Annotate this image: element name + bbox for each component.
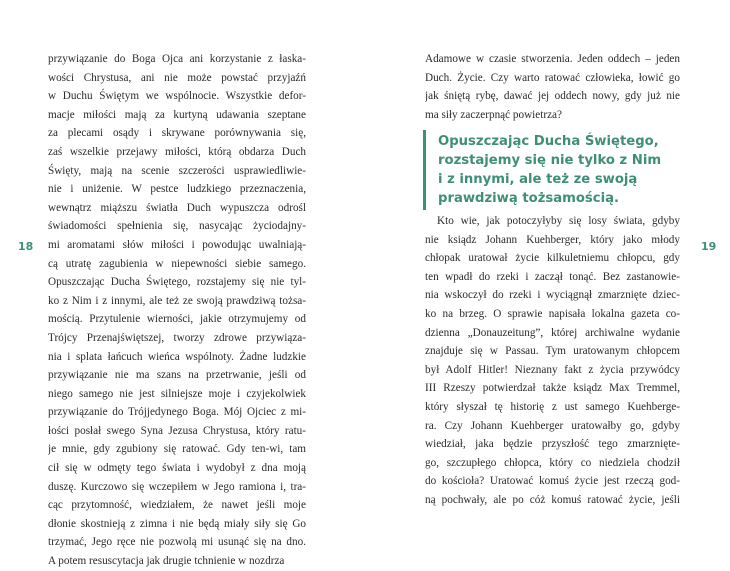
text-line: Duch. Życie. Czy warto ratować człowieka, łowić go <box>425 71 680 84</box>
left-page-text <box>48 50 306 571</box>
text-line: przywiązanie do Trójjedynego Boga. Mój Ojciec z mi- <box>48 406 306 419</box>
page-number-right: 19 <box>701 240 717 253</box>
text-line: ną pochwały, ale po cóż komuś ratować życie, jeśli <box>425 493 680 506</box>
text-line: był Adolf Hitler! Nieznany fakt z życia przywódcy <box>425 363 680 376</box>
text-line: do kościoła? Uratować komuś życie jest rzeczą god- <box>425 475 680 488</box>
text-line: Trójcy Przenajświętszej, tworzy zdrowe przywiąza- <box>48 331 306 344</box>
text-line: przywiązanie do Boga Ojca ani korzystanie z łaska- <box>48 53 306 65</box>
text-line: cąc przytomność, wiedziałem, że nawet jeśli moje <box>48 499 306 512</box>
text-line: ra. Czy Johann Kuehberger uratowałby go, gdyby <box>425 419 680 432</box>
text-line: ko na brzeg. O sprawie napisała lokalna gazeta co- <box>425 307 680 320</box>
text-line: jak śniętą rybę, dawać jej oddech nowy, gdy już nie <box>425 90 680 103</box>
text-line: Opuszczając Ducha Świętego, rozstajemy się nie tyl- <box>48 276 306 289</box>
pull-quote-line: Opuszczając Ducha Świętego, <box>438 134 659 149</box>
text-line: zaś wszelkie przejawy miłości, którą obdarza Duch <box>48 145 306 158</box>
text-line: III Rzeszy potwierdzał także ksiądz Max Tremmel, <box>425 382 680 395</box>
text-line: A potem resuscytacja jak drugie tchnienie w nozdrza <box>48 555 285 568</box>
pull-quote-line: prawdziwą tożsamością. <box>438 191 620 206</box>
text-line: je mnie, gdy zgubiony się ratować. Gdy ten-wi, tam <box>48 443 306 456</box>
text-line: za plecami osądy i skrywane porównywania się, <box>48 127 306 140</box>
text-line: Adamowe w czasie stworzenia. Jeden oddech – jeden <box>425 53 680 65</box>
text-line: mością. Przytulenie wierności, jakie otrzymujemy od <box>48 313 306 326</box>
text-line: trzymać, Jego ręce nie pozwolą mi usunąć się na dno. <box>48 536 306 549</box>
text-line: nie i uniżenie. W pestce ludzkiego przeznaczenia, <box>48 183 306 196</box>
page-number-left: 18 <box>18 240 34 253</box>
text-line: Święty, mają na scenie szczerości usprawiedliwie- <box>48 164 306 177</box>
left-page <box>0 0 365 568</box>
right-page-body-text <box>425 212 680 510</box>
text-line: dzienna „Donauzeitung”, której archiwalne wydanie <box>425 326 680 339</box>
text-line: świadomości spełnienia się, nasycając życiodajny- <box>48 220 306 233</box>
text-line: w Duchu Świętym we wspólnocie. Wszystkie defor- <box>48 90 306 103</box>
right-page-top-text <box>425 50 680 124</box>
text-line: niego samego nie jest silniejsze moje i czyjekolwiek <box>48 387 306 400</box>
pull-quote-line: i z innymi, ale też ze swoją <box>438 172 638 187</box>
text-line: wewnątrz miąższu światła Duch wypuszcza odrośl <box>48 201 306 214</box>
right-page <box>365 0 730 522</box>
text-line: łości posłał swego Syna Jezusa Chrystusa, który ratu- <box>48 424 306 437</box>
text-line: dłonie skostnieją z zimna i nie będą miały siły się Go <box>48 517 306 530</box>
text-line: go, szczupłego chłopca, który co niedziela chodził <box>425 456 680 469</box>
text-line: wości Chrystusa, ani nie może powstać przyjaźń <box>48 71 306 84</box>
text-line: wiedział, jaka będzie przyszłość tego zmarznięte- <box>425 438 680 451</box>
text-line: cą utratę zagubienia w niepewności siebie samego. <box>48 257 306 270</box>
text-line: znajduje się w Passau. Tym uratowanym chłopcem <box>425 345 680 358</box>
text-line: mi aromatami słów miłości i powodując uwalniają- <box>48 238 306 251</box>
text-line: duszę. Kurczowo się wczepiłem w Jego ramiona i, tra- <box>48 480 306 493</box>
text-line: ko z Nim i z innymi, ale też ze swoją prawdziwą tożsa- <box>48 294 306 307</box>
text-line: ten wpadł do rzeki i zaczął tonąć. Bez zastanowie- <box>425 270 680 283</box>
text-line: macje miłości mają za kurtyną udawania szeptane <box>48 108 306 121</box>
text-line: który słyszał tę historię z ust samego Kuehberge- <box>425 400 680 413</box>
pull-quote <box>423 130 682 210</box>
text-line: przywiązanie nie ma szans na przetrwanie, jeśli od <box>48 369 306 382</box>
text-line: nia i splata łańcuch wieńca wspólnoty. Żadne ludzkie <box>48 350 306 363</box>
text-line: Kto wie, jak potoczyłyby się losy świata, gdyby <box>437 215 680 227</box>
text-line: nie ksiądz Johann Kuehberger, który jako młody <box>425 233 680 246</box>
text-line: nia wskoczył do rzeki i wyciągnął zmarznięte dziec- <box>425 289 680 302</box>
pull-quote-line: rozstajemy się nie tylko z Nim <box>438 153 662 168</box>
text-line: ma siły zaczerpnąć powietrza? <box>425 108 562 121</box>
text-line: chłopak uratował życie kilkuletniemu chłopcu, gdy <box>425 252 680 265</box>
text-line: cił się w odmęty tego świata i wydobył z dna moją <box>48 462 306 475</box>
